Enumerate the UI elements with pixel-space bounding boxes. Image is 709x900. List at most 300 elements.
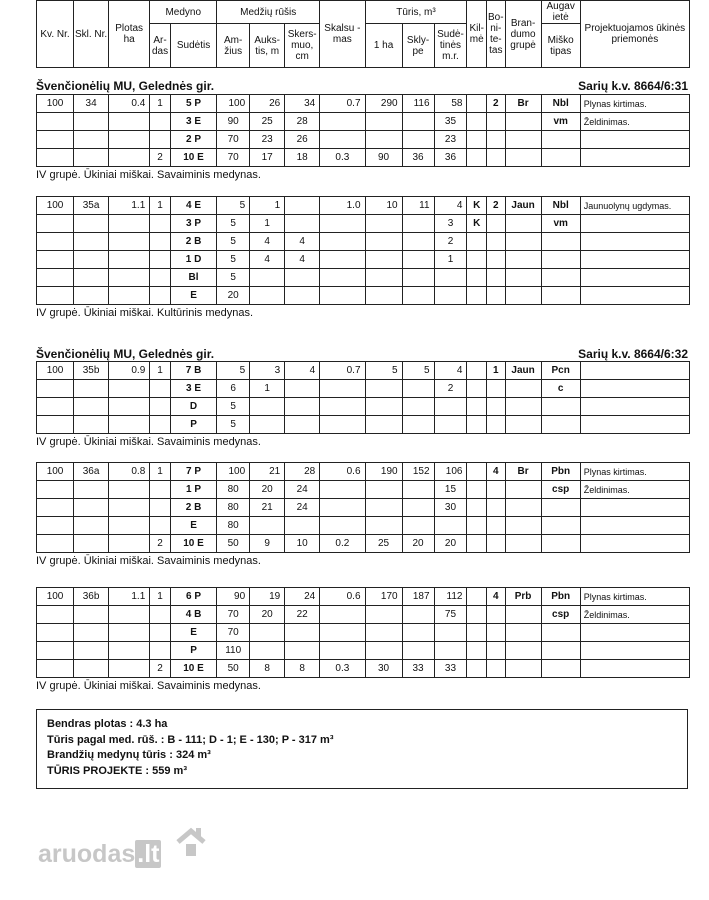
table-cell: [402, 131, 434, 149]
table-cell: 0.6: [320, 463, 365, 481]
table-cell: 2: [487, 95, 506, 113]
table-cell: [365, 251, 402, 269]
table-row: [37, 251, 690, 269]
table-cell: Br: [505, 463, 541, 481]
table-cell: 58: [434, 95, 467, 113]
table-cell: [487, 113, 506, 131]
table-cell: [541, 642, 580, 660]
table-cell: Jaun: [505, 197, 541, 215]
table-cell: [37, 606, 74, 624]
table-cell: [580, 642, 689, 660]
table-cell: 190: [365, 463, 402, 481]
table-row: [37, 535, 690, 553]
col-brandumo: Bran- dumo grupė: [505, 1, 541, 68]
table-cell: [109, 499, 150, 517]
table-cell: vm: [541, 113, 580, 131]
table-cell: [37, 660, 74, 678]
table-cell: K: [467, 197, 487, 215]
table-cell: [505, 131, 541, 149]
table-cell: 110: [217, 642, 250, 660]
table-cell: 3: [434, 215, 467, 233]
col-misko-tipas: Miško tipas: [541, 24, 580, 68]
table-cell: 70: [217, 149, 250, 167]
table-cell: [320, 287, 365, 305]
table-cell: E: [170, 624, 216, 642]
table-cell: [434, 416, 467, 434]
table-cell: [37, 398, 74, 416]
table-cell: [467, 517, 487, 535]
table-cell: [109, 149, 150, 167]
table-cell: [37, 287, 74, 305]
table-cell: 3 E: [170, 380, 216, 398]
table-row: [37, 95, 690, 113]
table-row: [37, 131, 690, 149]
table-cell: 70: [217, 131, 250, 149]
table-cell: [541, 624, 580, 642]
table-cell: 1: [150, 463, 171, 481]
table-cell: [467, 149, 487, 167]
table-cell: [74, 215, 109, 233]
table-cell: [150, 416, 171, 434]
table-cell: [74, 642, 109, 660]
table-cell: [487, 660, 506, 678]
table-cell: [505, 660, 541, 678]
table-row: [37, 481, 690, 499]
table-cell: 0.6: [320, 588, 365, 606]
table-cell: 1: [434, 251, 467, 269]
table-cell: 70: [217, 624, 250, 642]
table-cell: 2: [150, 660, 171, 678]
table-row: [37, 517, 690, 535]
table-cell: 2: [434, 233, 467, 251]
table-cell: [505, 113, 541, 131]
table-cell: D: [170, 398, 216, 416]
table-cell: [37, 149, 74, 167]
table-cell: 20: [250, 481, 285, 499]
table-cell: [541, 416, 580, 434]
table-cell: [150, 398, 171, 416]
table-row: [37, 149, 690, 167]
table-cell: 8: [285, 660, 320, 678]
table-cell: E: [170, 517, 216, 535]
table-cell: [505, 642, 541, 660]
table-cell: Pbn: [541, 463, 580, 481]
table-cell: 50: [217, 535, 250, 553]
table-cell: [37, 233, 74, 251]
table-cell: 24: [285, 499, 320, 517]
table-cell: [402, 251, 434, 269]
table-cell: 100: [37, 197, 74, 215]
table-cell: 100: [37, 95, 74, 113]
table-cell: 100: [37, 463, 74, 481]
table-cell: [74, 535, 109, 553]
table-cell: [150, 481, 171, 499]
table-cell: 1: [150, 95, 171, 113]
table-cell: [74, 251, 109, 269]
table-cell: [74, 624, 109, 642]
table-cell: [541, 149, 580, 167]
table-cell: [74, 517, 109, 535]
table-row: [37, 588, 690, 606]
table-cell: 36: [402, 149, 434, 167]
table-cell: [541, 535, 580, 553]
watermark-text: aruodas: [38, 840, 136, 868]
table-cell: 36b: [74, 588, 109, 606]
table-cell: 7 P: [170, 463, 216, 481]
table-cell: Br: [505, 95, 541, 113]
table-cell: [74, 149, 109, 167]
table-cell: 0.4: [109, 95, 150, 113]
table-cell: [250, 269, 285, 287]
table-cell: [505, 535, 541, 553]
table-cell: 26: [285, 131, 320, 149]
table-cell: [37, 499, 74, 517]
table-cell: [467, 95, 487, 113]
location-code: Sarių k.v. 8664/6:31: [578, 79, 688, 93]
table-cell: 20: [402, 535, 434, 553]
table-cell: [467, 624, 487, 642]
table-cell: [285, 642, 320, 660]
table-cell: [467, 481, 487, 499]
table-cell: [580, 660, 689, 678]
table-cell: [365, 499, 402, 517]
table-cell: 34: [74, 95, 109, 113]
table-cell: [467, 131, 487, 149]
table-cell: Pbn: [541, 588, 580, 606]
table-cell: csp: [541, 606, 580, 624]
table-cell: 28: [285, 463, 320, 481]
table-cell: [320, 606, 365, 624]
table-cell: [541, 398, 580, 416]
table-cell: [467, 251, 487, 269]
stand-note: IV grupė. Ūkiniai miškai. Savaiminis medynas.: [36, 555, 261, 567]
table-cell: 100: [217, 95, 250, 113]
table-cell: 3 P: [170, 215, 216, 233]
table-cell: [505, 251, 541, 269]
table-cell: 33: [402, 660, 434, 678]
table-cell: 17: [250, 149, 285, 167]
table-row: [37, 287, 690, 305]
table-cell: 34: [285, 95, 320, 113]
table-cell: [285, 197, 320, 215]
table-cell: [467, 398, 487, 416]
table-row: [37, 269, 690, 287]
table-cell: 90: [217, 113, 250, 131]
table-cell: 21: [250, 463, 285, 481]
table-row: [37, 197, 690, 215]
table-cell: [320, 642, 365, 660]
table-cell: [285, 398, 320, 416]
col-turis: Tūris, m³: [365, 1, 467, 24]
table-cell: 0.7: [320, 362, 365, 380]
table-cell: 80: [217, 517, 250, 535]
table-cell: 35a: [74, 197, 109, 215]
table-cell: 2: [487, 197, 506, 215]
table-cell: 3: [250, 362, 285, 380]
summary-project-volume: TŪRIS PROJEKTE : 559 m³: [47, 764, 187, 777]
table-cell: [487, 215, 506, 233]
table-cell: [505, 215, 541, 233]
table-cell: 35: [434, 113, 467, 131]
table-cell: [402, 481, 434, 499]
table-cell: [74, 660, 109, 678]
col-sklype: Skly- pe: [402, 24, 434, 68]
table-cell: [109, 624, 150, 642]
table-cell: [487, 606, 506, 624]
table-cell: [467, 287, 487, 305]
location-name: Švenčionėlių MU, Gelednės gir.: [36, 79, 215, 93]
table-cell: [487, 624, 506, 642]
table-cell: 20: [434, 535, 467, 553]
table-cell: 8: [250, 660, 285, 678]
table-row: [37, 233, 690, 251]
table-cell: [467, 499, 487, 517]
table-cell: 30: [434, 499, 467, 517]
table-cell: 7 B: [170, 362, 216, 380]
table-cell: [37, 380, 74, 398]
table-cell: 1: [250, 197, 285, 215]
table-cell: [580, 251, 689, 269]
watermark-tld: .lt: [137, 840, 160, 868]
table-cell: 21: [250, 499, 285, 517]
col-kv-nr: Kv. Nr.: [37, 1, 74, 68]
col-ardas: Ar- das: [150, 24, 171, 68]
table-cell: [320, 398, 365, 416]
table-cell: 116: [402, 95, 434, 113]
table-cell: [320, 481, 365, 499]
table-cell: 15: [434, 481, 467, 499]
table-cell: [109, 233, 150, 251]
table-cell: 4: [487, 588, 506, 606]
table-cell: [365, 416, 402, 434]
table-cell: [37, 416, 74, 434]
table-cell: [37, 624, 74, 642]
table-cell: [37, 131, 74, 149]
table-cell: [541, 499, 580, 517]
table-cell: 26: [250, 95, 285, 113]
table-cell: [580, 416, 689, 434]
table-cell: Bl: [170, 269, 216, 287]
table-cell: 30: [365, 660, 402, 678]
table-cell: [467, 642, 487, 660]
table-cell: [487, 233, 506, 251]
table-row: [37, 642, 690, 660]
table-cell: 33: [434, 660, 467, 678]
table-cell: 1.0: [320, 197, 365, 215]
table-cell: [365, 215, 402, 233]
table-cell: Plynas kirtimas.: [580, 95, 689, 113]
table-cell: [541, 269, 580, 287]
table-cell: [505, 499, 541, 517]
table-cell: 2 P: [170, 131, 216, 149]
table-cell: vm: [541, 215, 580, 233]
table-cell: 90: [365, 149, 402, 167]
table-cell: [285, 416, 320, 434]
col-priemones: Projektuojamos ūkinės priemonės: [580, 1, 689, 68]
table-cell: 1: [150, 588, 171, 606]
table-cell: 5: [217, 233, 250, 251]
table-cell: [150, 113, 171, 131]
table-cell: [580, 269, 689, 287]
table-cell: [109, 287, 150, 305]
table-cell: [109, 380, 150, 398]
table-cell: 106: [434, 463, 467, 481]
table-cell: [402, 287, 434, 305]
stand-table: [36, 361, 690, 434]
col-sudetis: Sudėtis: [170, 24, 216, 68]
table-cell: [487, 380, 506, 398]
table-cell: 2: [150, 149, 171, 167]
table-cell: [580, 215, 689, 233]
table-cell: [250, 624, 285, 642]
table-cell: [74, 606, 109, 624]
table-cell: [365, 398, 402, 416]
table-cell: [505, 398, 541, 416]
table-cell: 4: [487, 463, 506, 481]
table-cell: 1.1: [109, 197, 150, 215]
table-cell: [109, 215, 150, 233]
table-cell: [74, 131, 109, 149]
table-cell: [365, 380, 402, 398]
table-cell: 1: [250, 215, 285, 233]
table-cell: [365, 233, 402, 251]
table-cell: [580, 233, 689, 251]
table-cell: 1 D: [170, 251, 216, 269]
table-cell: [74, 416, 109, 434]
table-cell: [74, 398, 109, 416]
table-cell: 5: [365, 362, 402, 380]
col-bonitetas: Bo- ni- te- tas: [487, 1, 506, 68]
table-cell: [250, 517, 285, 535]
table-cell: c: [541, 380, 580, 398]
table-row: [37, 660, 690, 678]
table-cell: [434, 287, 467, 305]
table-row: [37, 416, 690, 434]
table-cell: [74, 269, 109, 287]
table-cell: 18: [285, 149, 320, 167]
table-cell: [365, 131, 402, 149]
table-cell: [150, 606, 171, 624]
table-cell: 5: [217, 362, 250, 380]
col-1ha: 1 ha: [365, 24, 402, 68]
col-augaviete: Augav ietė: [541, 1, 580, 24]
table-cell: 20: [217, 287, 250, 305]
summary-box: [36, 709, 688, 789]
table-cell: 170: [365, 588, 402, 606]
table-row: [37, 624, 690, 642]
table-cell: [467, 416, 487, 434]
table-cell: 80: [217, 499, 250, 517]
table-cell: [37, 642, 74, 660]
table-cell: 4 B: [170, 606, 216, 624]
stand-table: [36, 196, 690, 305]
table-cell: 4: [285, 233, 320, 251]
table-cell: [580, 499, 689, 517]
table-cell: [150, 233, 171, 251]
table-cell: [402, 398, 434, 416]
table-cell: [580, 398, 689, 416]
table-cell: [402, 215, 434, 233]
table-cell: [109, 481, 150, 499]
table-cell: 4: [250, 251, 285, 269]
table-row: [37, 463, 690, 481]
table-cell: 70: [217, 606, 250, 624]
table-cell: P: [170, 416, 216, 434]
table-cell: [580, 287, 689, 305]
table-cell: [505, 380, 541, 398]
table-cell: 22: [285, 606, 320, 624]
table-cell: Prb: [505, 588, 541, 606]
stand-table: [36, 587, 690, 678]
table-cell: 100: [217, 463, 250, 481]
table-cell: [37, 535, 74, 553]
table-cell: 290: [365, 95, 402, 113]
table-cell: [505, 517, 541, 535]
table-cell: 0.7: [320, 95, 365, 113]
table-cell: [74, 499, 109, 517]
table-cell: [541, 233, 580, 251]
table-cell: [402, 517, 434, 535]
table-cell: 4: [434, 197, 467, 215]
table-cell: 75: [434, 606, 467, 624]
table-cell: [365, 113, 402, 131]
table-cell: 4: [285, 251, 320, 269]
table-cell: 10: [285, 535, 320, 553]
table-cell: [580, 517, 689, 535]
table-cell: [467, 362, 487, 380]
table-cell: [402, 606, 434, 624]
col-medyno: Medyno: [150, 1, 217, 24]
table-cell: [580, 149, 689, 167]
table-cell: [541, 660, 580, 678]
table-cell: [109, 416, 150, 434]
table-cell: [74, 113, 109, 131]
table-row: [37, 362, 690, 380]
table-cell: [320, 269, 365, 287]
table-cell: 6 P: [170, 588, 216, 606]
table-cell: [505, 606, 541, 624]
table-cell: [467, 233, 487, 251]
table-cell: 5: [217, 398, 250, 416]
table-row: [37, 398, 690, 416]
table-cell: [285, 624, 320, 642]
table-cell: 2 B: [170, 499, 216, 517]
table-cell: [150, 499, 171, 517]
col-kilme: Kil- mė: [467, 1, 487, 68]
table-cell: [487, 535, 506, 553]
table-cell: 112: [434, 588, 467, 606]
col-skl-nr: Skl. Nr.: [74, 1, 109, 68]
table-cell: [467, 588, 487, 606]
table-cell: [580, 362, 689, 380]
table-cell: Nbl: [541, 95, 580, 113]
aruodas-watermark: [38, 840, 161, 869]
table-cell: [487, 251, 506, 269]
table-cell: 28: [285, 113, 320, 131]
stand-note: IV grupė. Ūkiniai miškai. Savaiminis medynas.: [36, 169, 261, 181]
table-cell: [150, 287, 171, 305]
table-cell: [150, 624, 171, 642]
table-cell: [109, 535, 150, 553]
table-cell: 19: [250, 588, 285, 606]
location-name: Švenčionėlių MU, Gelednės gir.: [36, 347, 215, 361]
table-cell: 5 P: [170, 95, 216, 113]
table-cell: 0.3: [320, 660, 365, 678]
summary-volume-by-species: Tūris pagal med. rūš. : B - 111; D - 1; E - 130; P - 317 m³: [47, 733, 334, 746]
col-plotas: Plotas ha: [109, 1, 150, 68]
table-cell: Jaunuolynų ugdymas.: [580, 197, 689, 215]
table-cell: [541, 517, 580, 535]
